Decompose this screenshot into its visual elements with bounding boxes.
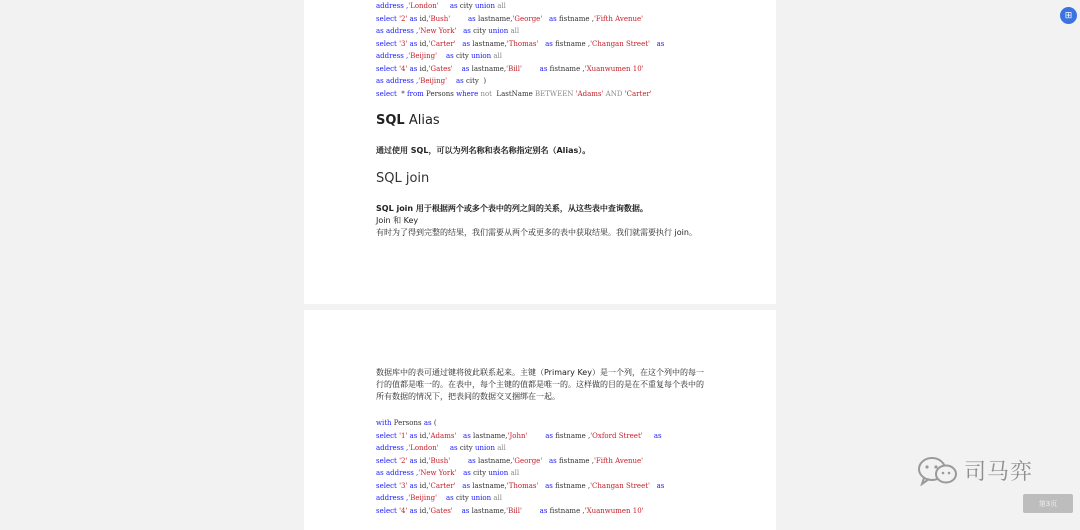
alias-heading: [376, 112, 711, 130]
code-token: as: [407, 506, 420, 515]
code-token: id,: [419, 39, 429, 48]
code-token: union: [474, 444, 498, 452]
code-token: union: [471, 52, 494, 60]
code-token: 'New York': [418, 27, 457, 35]
code-token: 'Bush': [428, 456, 451, 465]
code-token: 'Carter': [428, 481, 456, 490]
code-token: as: [452, 506, 472, 515]
code-token: all: [493, 494, 502, 502]
code-token: lastname,: [477, 456, 513, 465]
code-token: all: [510, 469, 520, 477]
code-token: as: [450, 456, 478, 465]
code-token: 'Changan Street': [590, 481, 650, 490]
floating-toolbar-icon[interactable]: [1060, 7, 1077, 24]
code-token: id,: [419, 456, 429, 465]
code-token: (: [433, 419, 437, 427]
code-token: 'London': [408, 2, 439, 10]
code-token: '4': [399, 506, 408, 515]
code-token: as: [407, 481, 420, 490]
code-token: select: [376, 64, 400, 73]
code-token: 'Gates': [428, 64, 453, 73]
code-token: 'Changan Street': [590, 39, 650, 48]
code-token: id,: [419, 481, 429, 490]
code-token: address ,: [386, 469, 419, 477]
code-token: 'Beijing': [408, 494, 438, 502]
join-key-line: Join 和 Key: [376, 216, 419, 225]
code-token: address ,: [386, 77, 419, 85]
code-token: fistname ,: [555, 431, 591, 440]
code-token: all: [497, 444, 506, 452]
code-token: select: [376, 506, 400, 515]
code-token: 'Carter': [624, 89, 652, 98]
code-token: all: [497, 2, 506, 10]
code-token: fistname ,: [549, 506, 585, 515]
toolbar-glyph: ⊞: [1064, 10, 1073, 21]
code-token: address ,: [376, 52, 409, 60]
code-token: 'Thomas': [506, 39, 539, 48]
code-line: [376, 467, 711, 480]
code-token: as: [527, 431, 556, 440]
code-token: city: [455, 52, 472, 60]
code-token: as: [437, 52, 456, 60]
code-token: as: [438, 444, 460, 452]
code-line: [376, 430, 711, 443]
code-token: lastname,: [473, 431, 508, 440]
code-token: as: [649, 481, 665, 490]
page-indicator-button[interactable]: [1023, 494, 1073, 513]
code-token: all: [493, 52, 502, 60]
code-line: [376, 455, 711, 468]
code-token: lastname,: [471, 506, 507, 515]
join-line-2: 有时为了得到完整的结果，我们需要从两个或更多的表中获取结果。我们就需要执行 join。: [376, 228, 697, 237]
code-token: union: [488, 27, 511, 35]
code-token: 'Carter': [428, 39, 456, 48]
code-token: address ,: [386, 27, 419, 35]
code-token: fistname ,: [555, 481, 591, 490]
code-token: 'New York': [418, 469, 457, 477]
code-token: 'Beijing': [408, 52, 438, 60]
code-token: city: [473, 469, 489, 477]
code-token: as: [521, 64, 550, 73]
code-token: as: [407, 39, 420, 48]
code-token: as: [452, 64, 472, 73]
watermark-name: 司马弈: [964, 459, 1034, 485]
code-line: [376, 442, 711, 455]
code-token: 'Gates': [428, 506, 453, 515]
code-token: 'Bush': [428, 14, 451, 23]
code-line: [376, 13, 711, 26]
code-token: select: [376, 481, 400, 490]
code-token: as: [455, 39, 473, 48]
code-token: as: [437, 494, 456, 502]
code-token: '4': [399, 64, 408, 73]
code-token: Persons: [426, 89, 457, 98]
document-page-2: [304, 310, 776, 530]
join-heading: [376, 170, 711, 188]
code-token: as: [456, 469, 474, 477]
code-token: all: [510, 27, 520, 35]
code-token: 'London': [408, 444, 439, 452]
code-line: [376, 417, 711, 430]
code-token: 'Bill': [506, 506, 522, 515]
code-line: [376, 88, 711, 101]
code-token: as: [423, 419, 434, 427]
code-token: 'Beijing': [418, 77, 448, 85]
document-page-1: [304, 0, 776, 304]
code-token: address ,: [376, 444, 409, 452]
code-token: from: [407, 89, 427, 98]
code-token: 'Thomas': [506, 481, 539, 490]
code-token: fistname ,: [555, 39, 591, 48]
code-token: union: [471, 494, 494, 502]
alias-heading-bold: SQL: [376, 113, 405, 128]
code-token: as: [407, 14, 420, 23]
code-token: as: [447, 77, 466, 85]
code-token: select: [376, 39, 400, 48]
code-token: AND: [603, 89, 625, 98]
alias-text: 通过使用 SQL，可以为列名称和表名称指定别名（Alias）。: [376, 146, 591, 155]
code-token: as: [521, 506, 550, 515]
code-token: fistname ,: [558, 14, 594, 23]
join-text-bold: SQL join 用于根据两个或多个表中的列之间的关系，从这些表中查询数据。: [376, 204, 648, 213]
code-token: as: [538, 39, 556, 48]
code-token: as: [407, 456, 420, 465]
code-line: [376, 480, 711, 493]
code-line: [376, 25, 711, 38]
code-token: lastname,: [477, 14, 513, 23]
code-token: lastname,: [472, 481, 507, 490]
code-token: where: [456, 89, 481, 98]
code-token: 'Adams': [575, 89, 604, 98]
code-token: lastname,: [471, 64, 507, 73]
code-token: '1': [399, 431, 408, 440]
code-line: [376, 75, 711, 88]
code-token: '3': [399, 481, 408, 490]
code-token: 'Xuanwumen 10': [584, 64, 644, 73]
code-token: city: [455, 494, 472, 502]
code-token: lastname,: [472, 39, 507, 48]
code-token: as: [407, 64, 420, 73]
code-token: id,: [419, 506, 429, 515]
alias-paragraph: [376, 145, 711, 157]
join-heading-text: SQL join: [376, 171, 430, 186]
code-token: LastName: [494, 89, 535, 98]
code-token: as: [542, 14, 559, 23]
code-token: select: [376, 431, 400, 440]
code-token: address ,: [376, 494, 409, 502]
code-token: select: [376, 456, 400, 465]
page-indicator-label: 第3页: [1038, 499, 1058, 508]
code-token: city: [459, 444, 475, 452]
code-token: BETWEEN: [534, 89, 576, 98]
code-token: '2': [399, 14, 408, 23]
code-token: as: [438, 2, 460, 10]
code-token: 'George': [512, 14, 543, 23]
code-token: as: [455, 481, 473, 490]
code-token: city: [473, 27, 489, 35]
code-token: 'Oxford Street': [590, 431, 643, 440]
code-token: fistname ,: [549, 64, 585, 73]
code-token: '2': [399, 456, 408, 465]
code-token: not: [480, 89, 495, 98]
code-token: as: [456, 431, 474, 440]
code-token: city ): [465, 77, 487, 85]
code-token: 'George': [512, 456, 543, 465]
code-token: address ,: [376, 2, 409, 10]
code-token: id,: [419, 64, 429, 73]
code-token: as: [538, 481, 556, 490]
code-token: id,: [419, 14, 429, 23]
code-token: 'Adams': [428, 431, 457, 440]
code-line: [376, 38, 711, 51]
watermark: [916, 452, 1033, 488]
code-token: as: [450, 14, 478, 23]
code-token: select: [376, 89, 400, 98]
code-line: [376, 492, 711, 505]
join-paragraph: [376, 203, 711, 239]
code-token: as: [542, 456, 559, 465]
code-line: [376, 505, 711, 518]
code-token: 'Xuanwumen 10': [584, 506, 644, 515]
code-line: [376, 50, 711, 63]
code-token: fistname ,: [558, 456, 594, 465]
code-token: as: [649, 39, 665, 48]
code-token: *: [399, 89, 408, 98]
code-token: union: [474, 2, 498, 10]
code-line: [376, 63, 711, 76]
code-token: Persons: [393, 419, 424, 427]
primary-key-paragraph: 数据库中的表可通过键将彼此联系起来。主键（Primary Key）是一个列，在这个列中的每一行的值都是唯一的。在表中，每个主键的值都是唯一的。这样做的目的是在不重复每个表中的所有数据的情况下，把表间的数据交叉捆绑在一起。: [376, 368, 704, 401]
wechat-logo-icon: [916, 456, 958, 484]
code-token: as: [642, 431, 662, 440]
code-token: as: [376, 27, 386, 35]
code-token: id,: [419, 431, 429, 440]
code-token: as: [376, 77, 386, 85]
code-token: as: [456, 27, 474, 35]
code-block-bottom: [376, 417, 711, 517]
code-token: city: [459, 2, 475, 10]
code-block-top: [376, 0, 711, 100]
alias-heading-rest: Alias: [404, 113, 440, 128]
code-token: 'Fifth Avenue': [593, 14, 644, 23]
code-token: with: [376, 419, 394, 427]
code-token: select: [376, 14, 400, 23]
code-token: as: [376, 469, 386, 477]
code-token: as: [407, 431, 420, 440]
code-token: union: [488, 469, 511, 477]
code-token: '3': [399, 39, 408, 48]
code-token: 'Bill': [506, 64, 522, 73]
code-line: [376, 0, 711, 13]
code-token: 'Fifth Avenue': [593, 456, 644, 465]
code-token: 'John': [507, 431, 528, 440]
